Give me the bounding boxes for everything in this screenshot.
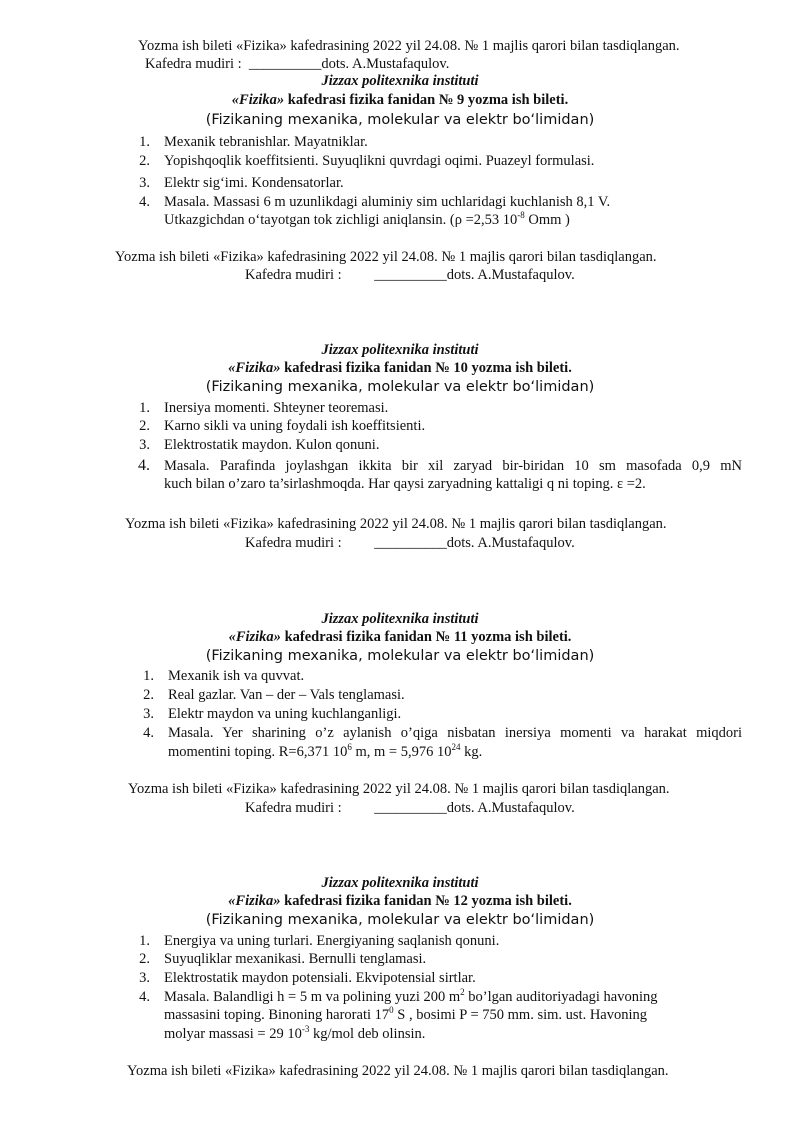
head-signature-line: Kafedra mudiri : __________dots. A.Mustafaqulov. [145, 56, 450, 72]
ticket-title: «Fizika» kafedrasi fizika fanidan № 12 yozma ish bileti. [228, 893, 572, 909]
head-signature-line: Kafedra mudiri : __________dots. A.Mustafaqulov. [245, 267, 575, 283]
institute-title: Jizzax politexnika instituti [321, 73, 479, 89]
head-signature-line: Kafedra mudiri : __________dots. A.Mustafaqulov. [245, 800, 575, 816]
head-signature-line: Kafedra mudiri : __________dots. A.Mustafaqulov. [245, 535, 575, 551]
ticket-subtitle: (Fizikaning mexanika, molekular va elektr bo‘limidan) [205, 912, 595, 928]
ticket-subtitle: (Fizikaning mexanika, molekular va elektr bo‘limidan) [205, 379, 595, 395]
approval-line: Yozma ish bileti «Fizika» kafedrasining 2022 yil 24.08. № 1 majlis qarori bilan tasdiqlangan. [127, 1063, 669, 1079]
approval-line: Yozma ish bileti «Fizika» kafedrasining 2022 yil 24.08. № 1 majlis qarori bilan tasdiqlangan. [125, 516, 667, 532]
approval-line: Yozma ish bileti «Fizika» kafedrasining 2022 yil 24.08. № 1 majlis qarori bilan tasdiqlangan. [138, 38, 680, 54]
approval-line: Yozma ish bileti «Fizika» kafedrasining 2022 yil 24.08. № 1 majlis qarori bilan tasdiqlangan. [128, 781, 670, 797]
ticket-subtitle: (Fizikaning mexanika, molekular va elektr bo‘limidan) [205, 112, 595, 128]
institute-title: Jizzax politexnika instituti [321, 342, 479, 358]
ticket-subtitle: (Fizikaning mexanika, molekular va elektr bo‘limidan) [205, 648, 595, 664]
ticket-title: «Fizika» kafedrasi fizika fanidan № 10 yozma ish bileti. [228, 360, 572, 376]
approval-line: Yozma ish bileti «Fizika» kafedrasining 2022 yil 24.08. № 1 majlis qarori bilan tasdiqlangan. [115, 249, 657, 265]
ticket-title: «Fizika» kafedrasi fizika fanidan № 9 yozma ish bileti. [231, 92, 569, 108]
institute-title: Jizzax politexnika instituti [321, 611, 479, 627]
institute-title: Jizzax politexnika instituti [321, 875, 479, 891]
ticket-title: «Fizika» kafedrasi fizika fanidan № 11 yozma ish bileti. [228, 629, 572, 645]
